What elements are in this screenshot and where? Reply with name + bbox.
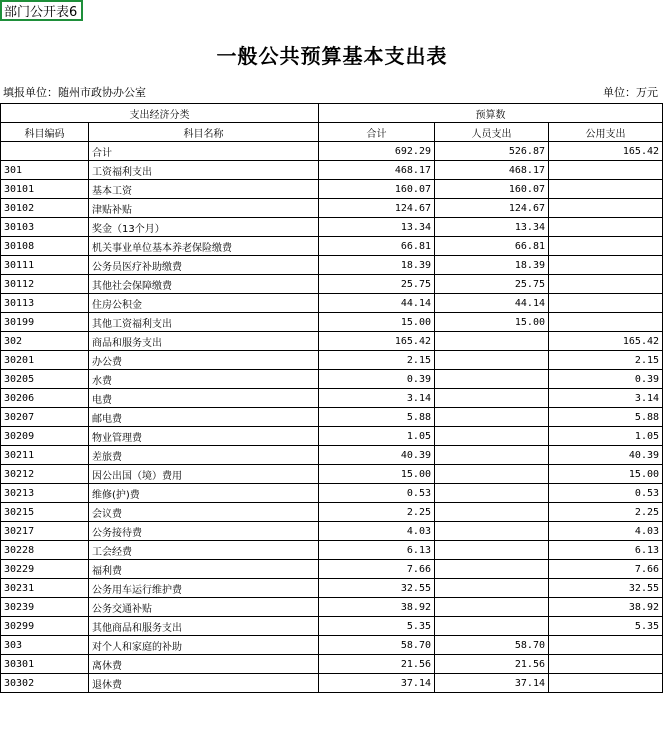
cell-personnel: 21.56 xyxy=(435,655,549,674)
cell-code: 302 xyxy=(1,332,89,351)
cell-personnel xyxy=(435,427,549,446)
cell-public: 165.42 xyxy=(549,332,663,351)
table-row xyxy=(1,636,663,655)
cell-total: 25.75 xyxy=(319,275,435,294)
header-public: 公用支出 xyxy=(549,123,663,142)
table-row xyxy=(1,560,663,579)
cell-name: 电费 xyxy=(89,389,319,408)
cell-personnel: 468.17 xyxy=(435,161,549,180)
cell-name: 办公费 xyxy=(89,351,319,370)
cell-total: 7.66 xyxy=(319,560,435,579)
cell-personnel: 13.34 xyxy=(435,218,549,237)
cell-code: 30228 xyxy=(1,541,89,560)
cell-name: 公务交通补贴 xyxy=(89,598,319,617)
cell-name: 合计 xyxy=(89,142,319,161)
table-row xyxy=(1,598,663,617)
cell-name: 水费 xyxy=(89,370,319,389)
cell-name: 其他商品和服务支出 xyxy=(89,617,319,636)
cell-total: 38.92 xyxy=(319,598,435,617)
cell-name: 奖金（13个月） xyxy=(89,218,319,237)
header-economic-category: 支出经济分类 xyxy=(1,104,319,123)
cell-code: 30212 xyxy=(1,465,89,484)
cell-code: 30299 xyxy=(1,617,89,636)
cell-code: 30206 xyxy=(1,389,89,408)
cell-public: 40.39 xyxy=(549,446,663,465)
cell-code: 30239 xyxy=(1,598,89,617)
header-personnel: 人员支出 xyxy=(435,123,549,142)
table-row xyxy=(1,275,663,294)
cell-code: 30211 xyxy=(1,446,89,465)
header-total: 合计 xyxy=(319,123,435,142)
cell-public: 32.55 xyxy=(549,579,663,598)
table-row xyxy=(1,218,663,237)
cell-personnel: 15.00 xyxy=(435,313,549,332)
cell-personnel xyxy=(435,503,549,522)
cell-public: 15.00 xyxy=(549,465,663,484)
cell-name: 其他工资福利支出 xyxy=(89,313,319,332)
cell-name: 差旅费 xyxy=(89,446,319,465)
cell-public xyxy=(549,161,663,180)
cell-personnel xyxy=(435,465,549,484)
cell-name: 工会经费 xyxy=(89,541,319,560)
cell-total: 0.39 xyxy=(319,370,435,389)
cell-name: 离休费 xyxy=(89,655,319,674)
cell-total: 692.29 xyxy=(319,142,435,161)
table-row xyxy=(1,199,663,218)
cell-name: 公务用车运行维护费 xyxy=(89,579,319,598)
header-group-row xyxy=(1,104,663,123)
cell-code: 303 xyxy=(1,636,89,655)
cell-personnel xyxy=(435,351,549,370)
cell-code xyxy=(1,142,89,161)
cell-personnel xyxy=(435,541,549,560)
table-row xyxy=(1,389,663,408)
cell-personnel: 25.75 xyxy=(435,275,549,294)
cell-total: 40.39 xyxy=(319,446,435,465)
cell-public xyxy=(549,655,663,674)
cell-name: 福利费 xyxy=(89,560,319,579)
cell-total: 4.03 xyxy=(319,522,435,541)
cell-code: 30215 xyxy=(1,503,89,522)
cell-public: 5.35 xyxy=(549,617,663,636)
cell-total: 18.39 xyxy=(319,256,435,275)
table-row xyxy=(1,408,663,427)
table-row xyxy=(1,674,663,693)
cell-name: 对个人和家庭的补助 xyxy=(89,636,319,655)
cell-public xyxy=(549,180,663,199)
cell-personnel: 44.14 xyxy=(435,294,549,313)
table-row xyxy=(1,503,663,522)
table-row xyxy=(1,294,663,313)
cell-total: 15.00 xyxy=(319,465,435,484)
cell-public xyxy=(549,256,663,275)
cell-total: 2.15 xyxy=(319,351,435,370)
cell-total: 0.53 xyxy=(319,484,435,503)
cell-code: 30113 xyxy=(1,294,89,313)
cell-total: 37.14 xyxy=(319,674,435,693)
cell-code: 30111 xyxy=(1,256,89,275)
table-row xyxy=(1,332,663,351)
cell-total: 1.05 xyxy=(319,427,435,446)
cell-code: 30205 xyxy=(1,370,89,389)
cell-name: 公务接待费 xyxy=(89,522,319,541)
cell-code: 30207 xyxy=(1,408,89,427)
cell-personnel xyxy=(435,522,549,541)
table-row xyxy=(1,256,663,275)
cell-total: 5.35 xyxy=(319,617,435,636)
header-code: 科目编码 xyxy=(1,123,89,142)
header-name: 科目名称 xyxy=(89,123,319,142)
cell-code: 30231 xyxy=(1,579,89,598)
currency-unit: 单位：万元 xyxy=(603,86,658,99)
cell-public: 2.25 xyxy=(549,503,663,522)
cell-name: 其他社会保障缴费 xyxy=(89,275,319,294)
cell-code: 30217 xyxy=(1,522,89,541)
cell-name: 因公出国（境）费用 xyxy=(89,465,319,484)
cell-code: 301 xyxy=(1,161,89,180)
cell-public: 0.53 xyxy=(549,484,663,503)
cell-personnel xyxy=(435,598,549,617)
cell-personnel xyxy=(435,389,549,408)
cell-personnel: 160.07 xyxy=(435,180,549,199)
cell-public xyxy=(549,237,663,256)
cell-public: 165.42 xyxy=(549,142,663,161)
table-body xyxy=(1,142,663,693)
cell-personnel xyxy=(435,560,549,579)
cell-total: 2.25 xyxy=(319,503,435,522)
cell-public: 7.66 xyxy=(549,560,663,579)
cell-personnel xyxy=(435,446,549,465)
cell-public: 4.03 xyxy=(549,522,663,541)
cell-personnel xyxy=(435,617,549,636)
cell-total: 160.07 xyxy=(319,180,435,199)
cell-public: 5.88 xyxy=(549,408,663,427)
cell-personnel: 58.70 xyxy=(435,636,549,655)
table-row xyxy=(1,237,663,256)
cell-name: 退休费 xyxy=(89,674,319,693)
cell-personnel xyxy=(435,484,549,503)
cell-total: 124.67 xyxy=(319,199,435,218)
header-budget-amount: 预算数 xyxy=(319,104,663,123)
table-row xyxy=(1,484,663,503)
table-row xyxy=(1,370,663,389)
table-row xyxy=(1,313,663,332)
table-row xyxy=(1,427,663,446)
cell-name: 工资福利支出 xyxy=(89,161,319,180)
cell-public xyxy=(549,294,663,313)
cell-code: 30103 xyxy=(1,218,89,237)
cell-code: 30201 xyxy=(1,351,89,370)
cell-personnel: 18.39 xyxy=(435,256,549,275)
cell-public xyxy=(549,199,663,218)
cell-personnel xyxy=(435,579,549,598)
filler-unit: 填报单位：随州市政协办公室 xyxy=(3,86,146,99)
cell-name: 公务员医疗补助缴费 xyxy=(89,256,319,275)
cell-public: 1.05 xyxy=(549,427,663,446)
cell-name: 物业管理费 xyxy=(89,427,319,446)
table-row xyxy=(1,446,663,465)
table-row xyxy=(1,541,663,560)
cell-name: 会议费 xyxy=(89,503,319,522)
cell-public xyxy=(549,275,663,294)
cell-total: 58.70 xyxy=(319,636,435,655)
cell-code: 30302 xyxy=(1,674,89,693)
cell-code: 30102 xyxy=(1,199,89,218)
cell-personnel xyxy=(435,332,549,351)
table-row xyxy=(1,351,663,370)
cell-code: 30108 xyxy=(1,237,89,256)
cell-public: 6.13 xyxy=(549,541,663,560)
cell-personnel: 526.87 xyxy=(435,142,549,161)
table-row xyxy=(1,142,663,161)
cell-total: 15.00 xyxy=(319,313,435,332)
page-title: 一般公共预算基本支出表 xyxy=(216,44,448,68)
cell-code: 30229 xyxy=(1,560,89,579)
budget-table xyxy=(0,103,663,693)
table-row xyxy=(1,522,663,541)
cell-total: 3.14 xyxy=(319,389,435,408)
cell-personnel: 37.14 xyxy=(435,674,549,693)
sheet-tab-label[interactable]: 部门公开表6 xyxy=(0,0,83,21)
header-column-row xyxy=(1,123,663,142)
cell-personnel xyxy=(435,408,549,427)
cell-total: 6.13 xyxy=(319,541,435,560)
table-row xyxy=(1,617,663,636)
cell-public xyxy=(549,218,663,237)
cell-public xyxy=(549,674,663,693)
cell-total: 5.88 xyxy=(319,408,435,427)
cell-public: 3.14 xyxy=(549,389,663,408)
cell-total: 165.42 xyxy=(319,332,435,351)
cell-public xyxy=(549,313,663,332)
cell-total: 66.81 xyxy=(319,237,435,256)
cell-code: 30101 xyxy=(1,180,89,199)
cell-name: 机关事业单位基本养老保险缴费 xyxy=(89,237,319,256)
cell-public: 2.15 xyxy=(549,351,663,370)
table-row xyxy=(1,161,663,180)
cell-code: 30301 xyxy=(1,655,89,674)
cell-code: 30199 xyxy=(1,313,89,332)
cell-total: 44.14 xyxy=(319,294,435,313)
cell-personnel: 124.67 xyxy=(435,199,549,218)
cell-name: 津贴补贴 xyxy=(89,199,319,218)
cell-total: 32.55 xyxy=(319,579,435,598)
cell-name: 住房公积金 xyxy=(89,294,319,313)
cell-name: 维修(护)费 xyxy=(89,484,319,503)
cell-public xyxy=(549,636,663,655)
table-row xyxy=(1,655,663,674)
cell-name: 邮电费 xyxy=(89,408,319,427)
cell-name: 基本工资 xyxy=(89,180,319,199)
cell-total: 21.56 xyxy=(319,655,435,674)
cell-total: 468.17 xyxy=(319,161,435,180)
cell-personnel xyxy=(435,370,549,389)
cell-personnel: 66.81 xyxy=(435,237,549,256)
cell-public: 38.92 xyxy=(549,598,663,617)
table-row xyxy=(1,465,663,484)
cell-public: 0.39 xyxy=(549,370,663,389)
cell-total: 13.34 xyxy=(319,218,435,237)
cell-name: 商品和服务支出 xyxy=(89,332,319,351)
cell-code: 30213 xyxy=(1,484,89,503)
cell-code: 30112 xyxy=(1,275,89,294)
cell-code: 30209 xyxy=(1,427,89,446)
table-row xyxy=(1,180,663,199)
table-row xyxy=(1,579,663,598)
